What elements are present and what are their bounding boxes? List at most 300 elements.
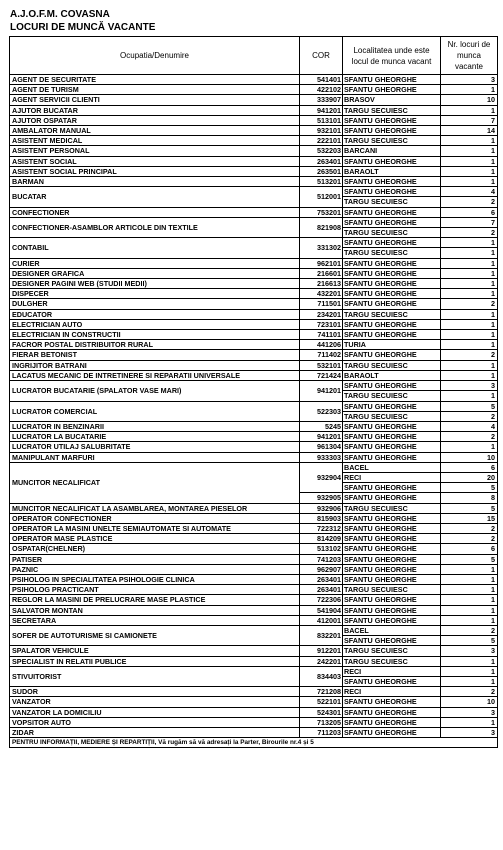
occupation-cell: STIVUITORIST	[10, 666, 300, 686]
vacancy-count-cell: 1	[441, 615, 498, 625]
location-cell: SFANTU GHEORGHE	[343, 289, 441, 299]
occupation-cell: SPALATOR VEHICULE	[10, 646, 300, 656]
occupation-cell: CONFECTIONER	[10, 207, 300, 217]
location-cell: SFANTU GHEORGHE	[343, 523, 441, 533]
table-row	[10, 136, 498, 146]
table-row	[10, 462, 498, 472]
vacancy-count-cell: 2	[441, 411, 498, 421]
table-row	[10, 279, 498, 289]
vacancy-count-cell: 20	[441, 472, 498, 482]
occupation-cell: SOFER DE AUTOTURISME SI CAMIONETE	[10, 625, 300, 645]
cor-code-cell: 522101	[300, 697, 343, 707]
cor-code-cell: 263401	[300, 574, 343, 584]
table-row	[10, 697, 498, 707]
table-row	[10, 370, 498, 380]
cor-code-cell: 263501	[300, 166, 343, 176]
footer-row	[10, 738, 498, 748]
cor-code-cell: 721424	[300, 370, 343, 380]
cor-code-cell: 216601	[300, 268, 343, 278]
table-row	[10, 207, 498, 217]
cor-code-cell: 932904	[300, 462, 343, 493]
cor-code-cell: 753201	[300, 207, 343, 217]
occupation-cell: OPERATOR CONFECTIONER	[10, 513, 300, 523]
vacancy-count-cell: 6	[441, 207, 498, 217]
vacancy-count-cell: 6	[441, 544, 498, 554]
vacancy-count-cell: 1	[441, 391, 498, 401]
cor-code-cell: 522303	[300, 401, 343, 421]
cor-code-cell: 932101	[300, 126, 343, 136]
vacancy-count-cell: 2	[441, 197, 498, 207]
occupation-cell: OPERATOR LA MASINI UNELTE SEMIAUTOMATE SI AUTOMATE	[10, 523, 300, 533]
cor-code-cell: 962101	[300, 258, 343, 268]
location-cell: SFANTU GHEORGHE	[343, 636, 441, 646]
vacancy-count-cell: 3	[441, 75, 498, 85]
table-row	[10, 717, 498, 727]
vacancy-count-cell: 1	[441, 370, 498, 380]
occupation-cell: VANZATOR LA DOMICILIU	[10, 707, 300, 717]
vacancy-count-cell: 1	[441, 595, 498, 605]
occupation-cell: ELECTRICIAN AUTO	[10, 319, 300, 329]
cor-code-cell: 932905	[300, 493, 343, 503]
vacancy-count-cell: 1	[441, 585, 498, 595]
vacancy-count-cell: 3	[441, 646, 498, 656]
table-row	[10, 503, 498, 513]
table-row	[10, 585, 498, 595]
vacancy-count-cell: 1	[441, 146, 498, 156]
occupation-cell: OSPATAR(CHELNER)	[10, 544, 300, 554]
location-cell: SFANTU GHEORGHE	[343, 513, 441, 523]
cor-code-cell: 713205	[300, 717, 343, 727]
location-cell: SFANTU GHEORGHE	[343, 85, 441, 95]
cor-code-cell: 234201	[300, 309, 343, 319]
occupation-cell: AGENT DE SECURITATE	[10, 75, 300, 85]
vacancy-count-cell: 1	[441, 136, 498, 146]
table-row	[10, 238, 498, 248]
cor-code-cell: 441206	[300, 340, 343, 350]
location-cell: SFANTU GHEORGHE	[343, 126, 441, 136]
vacancy-count-cell: 1	[441, 666, 498, 676]
vacancy-count-cell: 10	[441, 452, 498, 462]
vacancy-count-cell: 4	[441, 187, 498, 197]
location-cell: SFANTU GHEORGHE	[343, 432, 441, 442]
location-cell: TARGU SECUIESC	[343, 360, 441, 370]
location-cell: TARGU SECUIESC	[343, 391, 441, 401]
location-cell: SFANTU GHEORGHE	[343, 421, 441, 431]
location-cell: SFANTU GHEORGHE	[343, 279, 441, 289]
cor-code-cell: 814209	[300, 534, 343, 544]
vacancy-count-cell: 2	[441, 625, 498, 635]
table-row	[10, 105, 498, 115]
location-cell: TURIA	[343, 340, 441, 350]
location-cell: BARCANI	[343, 146, 441, 156]
cor-code-cell: 222101	[300, 136, 343, 146]
cor-code-cell: 524301	[300, 707, 343, 717]
table-row	[10, 187, 498, 197]
header-occupation: Ocupatia/Denumire	[10, 37, 300, 75]
location-cell: SFANTU GHEORGHE	[343, 717, 441, 727]
occupation-cell: DESIGNER GRAFICA	[10, 268, 300, 278]
cor-code-cell: 961304	[300, 442, 343, 452]
location-cell: TARGU SECUIESC	[343, 105, 441, 115]
cor-code-cell: 722306	[300, 595, 343, 605]
location-cell: BARAOLT	[343, 166, 441, 176]
occupation-cell: PAZNIC	[10, 564, 300, 574]
occupation-cell: AGENT SERVICII CLIENTI	[10, 95, 300, 105]
occupation-cell: OPERATOR MASE PLASTICE	[10, 534, 300, 544]
vacancy-count-cell: 3	[441, 728, 498, 738]
table-row	[10, 309, 498, 319]
table-row	[10, 95, 498, 105]
table-row	[10, 666, 498, 676]
table-row	[10, 615, 498, 625]
cor-code-cell: 532203	[300, 146, 343, 156]
cor-code-cell: 513102	[300, 544, 343, 554]
table-row	[10, 350, 498, 360]
vacancy-count-cell: 1	[441, 248, 498, 258]
cor-code-cell: 216613	[300, 279, 343, 289]
occupation-cell: EDUCATOR	[10, 309, 300, 319]
vacancy-count-cell: 1	[441, 279, 498, 289]
vacancy-count-cell: 5	[441, 483, 498, 493]
vacancy-count-cell: 3	[441, 707, 498, 717]
vacancy-count-cell: 1	[441, 258, 498, 268]
location-cell: SFANTU GHEORGHE	[343, 401, 441, 411]
vacancy-count-cell: 2	[441, 350, 498, 360]
cor-code-cell: 412001	[300, 615, 343, 625]
occupation-cell: LUCRATOR IN BENZINARII	[10, 421, 300, 431]
table-row	[10, 687, 498, 697]
vacancy-count-cell: 14	[441, 126, 498, 136]
occupation-cell: ASISTENT SOCIAL	[10, 156, 300, 166]
occupation-cell: VANZATOR	[10, 697, 300, 707]
vacancy-count-cell: 10	[441, 95, 498, 105]
occupation-cell: LACATUS MECANIC DE INTRETINERE SI REPARATII UNIVERSALE	[10, 370, 300, 380]
vacancy-count-cell: 1	[441, 268, 498, 278]
table-row	[10, 85, 498, 95]
table-row	[10, 554, 498, 564]
vacancy-count-cell: 5	[441, 554, 498, 564]
vacancy-count-cell: 1	[441, 717, 498, 727]
table-row	[10, 75, 498, 85]
cor-code-cell: 422102	[300, 85, 343, 95]
cor-code-cell: 933303	[300, 452, 343, 462]
occupation-cell: FIERAR BETONIST	[10, 350, 300, 360]
vacancy-count-cell: 2	[441, 432, 498, 442]
location-cell: SFANTU GHEORGHE	[343, 493, 441, 503]
occupation-cell: PSIHOLOG IN SPECIALITATEA PSIHOLOGIE CLINICA	[10, 574, 300, 584]
vacancy-count-cell: 1	[441, 360, 498, 370]
cor-code-cell: 541401	[300, 75, 343, 85]
vacancy-count-cell: 1	[441, 289, 498, 299]
occupation-cell: SECRETARA	[10, 615, 300, 625]
location-cell: SFANTU GHEORGHE	[343, 330, 441, 340]
location-cell: TARGU SECUIESC	[343, 309, 441, 319]
table-row	[10, 513, 498, 523]
table-row	[10, 340, 498, 350]
table-row	[10, 544, 498, 554]
cor-code-cell: 834403	[300, 666, 343, 686]
vacancy-count-cell: 2	[441, 228, 498, 238]
cor-code-cell: 821908	[300, 217, 343, 237]
footer-note: PENTRU INFORMAȚII, MEDIERE ȘI REPARTIȚII, Vă rugăm să vă adresați la Parter, Birourile nr.4 și 5	[10, 738, 498, 748]
location-cell: RECI	[343, 472, 441, 482]
occupation-cell: MUNCITOR NECALIFICAT LA ASAMBLAREA, MONTAREA PIESELOR	[10, 503, 300, 513]
table-row	[10, 625, 498, 635]
occupation-cell: LUCRATOR LA BUCATARIE	[10, 432, 300, 442]
occupation-cell: SPECIALIST IN RELATII PUBLICE	[10, 656, 300, 666]
table-row	[10, 156, 498, 166]
vacancy-count-cell: 5	[441, 503, 498, 513]
location-cell: SFANTU GHEORGHE	[343, 615, 441, 625]
table-body	[10, 75, 498, 738]
vacancy-count-cell: 5	[441, 401, 498, 411]
table-row	[10, 656, 498, 666]
location-cell: BARAOLT	[343, 370, 441, 380]
table-row	[10, 574, 498, 584]
location-cell: SFANTU GHEORGHE	[343, 177, 441, 187]
vacancy-count-cell: 3	[441, 381, 498, 391]
table-row	[10, 646, 498, 656]
location-cell: SFANTU GHEORGHE	[343, 381, 441, 391]
cor-code-cell: 912201	[300, 646, 343, 656]
occupation-cell: AGENT DE TURISM	[10, 85, 300, 95]
cor-code-cell: 263401	[300, 585, 343, 595]
table-row	[10, 217, 498, 227]
table-row	[10, 115, 498, 125]
table-row	[10, 166, 498, 176]
location-cell: SFANTU GHEORGHE	[343, 544, 441, 554]
cor-code-cell: 513201	[300, 177, 343, 187]
cor-code-cell: 541904	[300, 605, 343, 615]
location-cell: SFANTU GHEORGHE	[343, 564, 441, 574]
vacancy-count-cell: 1	[441, 319, 498, 329]
occupation-cell: DISPECER	[10, 289, 300, 299]
occupation-cell: INGRIJITOR BATRANI	[10, 360, 300, 370]
cor-code-cell: 721208	[300, 687, 343, 697]
location-cell: SFANTU GHEORGHE	[343, 207, 441, 217]
cor-code-cell: 711203	[300, 728, 343, 738]
cor-code-cell: 242201	[300, 656, 343, 666]
location-cell: SFANTU GHEORGHE	[343, 697, 441, 707]
occupation-cell: SALVATOR MONTAN	[10, 605, 300, 615]
location-cell: TARGU SECUIESC	[343, 228, 441, 238]
occupation-cell: BARMAN	[10, 177, 300, 187]
table-row	[10, 534, 498, 544]
location-cell: RECI	[343, 687, 441, 697]
occupation-cell: VOPSITOR AUTO	[10, 717, 300, 727]
location-cell: BACEL	[343, 462, 441, 472]
location-cell: SFANTU GHEORGHE	[343, 442, 441, 452]
cor-code-cell: 962907	[300, 564, 343, 574]
table-row	[10, 523, 498, 533]
vacancy-count-cell: 15	[441, 513, 498, 523]
occupation-cell: LUCRATOR BUCATARIE (SPALATOR VASE MARI)	[10, 381, 300, 401]
location-cell: SFANTU GHEORGHE	[343, 319, 441, 329]
cor-code-cell: 711402	[300, 350, 343, 360]
occupation-cell: CURIER	[10, 258, 300, 268]
location-cell: TARGU SECUIESC	[343, 585, 441, 595]
vacancies-table	[9, 36, 498, 748]
table-row	[10, 401, 498, 411]
header-row	[10, 37, 498, 75]
cor-code-cell: 263401	[300, 156, 343, 166]
occupation-cell: REGLOR LA MASINI DE PRELUCRARE MASE PLASTICE	[10, 595, 300, 605]
vacancy-count-cell: 2	[441, 299, 498, 309]
location-cell: SFANTU GHEORGHE	[343, 75, 441, 85]
location-cell: RECI	[343, 666, 441, 676]
vacancy-count-cell: 10	[441, 697, 498, 707]
cor-code-cell: 722312	[300, 523, 343, 533]
cor-code-cell: 815903	[300, 513, 343, 523]
occupation-cell: CONFECTIONER-ASAMBLOR ARTICOLE DIN TEXTILE	[10, 217, 300, 237]
location-cell: SFANTU GHEORGHE	[343, 217, 441, 227]
header-count: Nr. locuri de munca vacante	[441, 37, 498, 75]
location-cell: SFANTU GHEORGHE	[343, 707, 441, 717]
cor-code-cell: 723101	[300, 319, 343, 329]
occupation-cell: ZIDAR	[10, 728, 300, 738]
occupation-cell: ASISTENT PERSONAL	[10, 146, 300, 156]
vacancy-count-cell: 8	[441, 493, 498, 503]
location-cell: SFANTU GHEORGHE	[343, 595, 441, 605]
table-row	[10, 146, 498, 156]
location-cell: SFANTU GHEORGHE	[343, 728, 441, 738]
vacancy-count-cell: 1	[441, 564, 498, 574]
cor-code-cell: 711501	[300, 299, 343, 309]
cor-code-cell: 941201	[300, 432, 343, 442]
vacancy-count-cell: 4	[441, 421, 498, 431]
table-row	[10, 299, 498, 309]
location-cell: SFANTU GHEORGHE	[343, 605, 441, 615]
table-row	[10, 595, 498, 605]
location-cell: TARGU SECUIESC	[343, 136, 441, 146]
vacancy-count-cell: 1	[441, 309, 498, 319]
occupation-cell: PSIHOLOG PRACTICANT	[10, 585, 300, 595]
occupation-cell: AJUTOR BUCATAR	[10, 105, 300, 115]
vacancy-count-cell: 1	[441, 656, 498, 666]
table-row	[10, 289, 498, 299]
vacancy-count-cell: 1	[441, 166, 498, 176]
location-cell: BACEL	[343, 625, 441, 635]
document-title: LOCURI DE MUNCĂ VACANTE	[10, 22, 156, 33]
cor-code-cell: 741203	[300, 554, 343, 564]
occupation-cell: DULGHER	[10, 299, 300, 309]
occupation-cell: LUCRATOR UTILAJ SALUBRITATE	[10, 442, 300, 452]
cor-code-cell: 333907	[300, 95, 343, 105]
location-cell: SFANTU GHEORGHE	[343, 676, 441, 686]
occupation-cell: LUCRATOR COMERCIAL	[10, 401, 300, 421]
location-cell: SFANTU GHEORGHE	[343, 299, 441, 309]
occupation-cell: DESIGNER PAGINI WEB (STUDII MEDII)	[10, 279, 300, 289]
location-cell: SFANTU GHEORGHE	[343, 574, 441, 584]
vacancy-count-cell: 1	[441, 574, 498, 584]
table-row	[10, 177, 498, 187]
occupation-cell: MANIPULANT MARFURI	[10, 452, 300, 462]
location-cell: SFANTU GHEORGHE	[343, 238, 441, 248]
cor-code-cell: 432201	[300, 289, 343, 299]
location-cell: SFANTU GHEORGHE	[343, 156, 441, 166]
cor-code-cell: 832201	[300, 625, 343, 645]
occupation-cell: AMBALATOR MANUAL	[10, 126, 300, 136]
vacancy-count-cell: 2	[441, 534, 498, 544]
table-row	[10, 605, 498, 615]
table-row	[10, 421, 498, 431]
cor-code-cell: 932906	[300, 503, 343, 513]
cor-code-cell: 513101	[300, 115, 343, 125]
table-row	[10, 564, 498, 574]
occupation-cell: ELECTRICIAN IN CONSTRUCTII	[10, 330, 300, 340]
location-cell: SFANTU GHEORGHE	[343, 350, 441, 360]
occupation-cell: MUNCITOR NECALIFICAT	[10, 462, 300, 503]
location-cell: SFANTU GHEORGHE	[343, 534, 441, 544]
occupation-cell: SUDOR	[10, 687, 300, 697]
table-row	[10, 126, 498, 136]
vacancy-count-cell: 1	[441, 442, 498, 452]
location-cell: TARGU SECUIESC	[343, 503, 441, 513]
location-cell: SFANTU GHEORGHE	[343, 268, 441, 278]
location-cell: SFANTU GHEORGHE	[343, 258, 441, 268]
table-row	[10, 381, 498, 391]
header-cor: COR	[300, 37, 343, 75]
table-row	[10, 360, 498, 370]
location-cell: TARGU SECUIESC	[343, 646, 441, 656]
vacancy-count-cell: 6	[441, 462, 498, 472]
cor-code-cell: 741101	[300, 330, 343, 340]
agency-title: A.J.O.F.M. COVASNA	[10, 9, 110, 20]
location-cell: SFANTU GHEORGHE	[343, 483, 441, 493]
table-row	[10, 728, 498, 738]
vacancy-count-cell: 1	[441, 105, 498, 115]
cor-code-cell: 331302	[300, 238, 343, 258]
cor-code-cell: 532101	[300, 360, 343, 370]
table-row	[10, 442, 498, 452]
occupation-cell: FACROR POSTAL DISTRIBUITOR RURAL	[10, 340, 300, 350]
table-row	[10, 330, 498, 340]
vacancy-count-cell: 2	[441, 523, 498, 533]
table-row	[10, 258, 498, 268]
occupation-cell: BUCATAR	[10, 187, 300, 207]
vacancy-count-cell: 1	[441, 177, 498, 187]
vacancy-count-cell: 1	[441, 330, 498, 340]
vacancy-count-cell: 7	[441, 115, 498, 125]
vacancy-count-cell: 2	[441, 687, 498, 697]
location-cell: TARGU SECUIESC	[343, 248, 441, 258]
vacancy-count-cell: 1	[441, 156, 498, 166]
vacancy-count-cell: 5	[441, 636, 498, 646]
table-row	[10, 707, 498, 717]
header-location: Localitatea unde este locul de munca vacant	[343, 37, 441, 75]
table-row	[10, 268, 498, 278]
cor-code-cell: 512001	[300, 187, 343, 207]
location-cell: SFANTU GHEORGHE	[343, 452, 441, 462]
vacancy-count-cell: 1	[441, 340, 498, 350]
location-cell: SFANTU GHEORGHE	[343, 554, 441, 564]
occupation-cell: PATISER	[10, 554, 300, 564]
vacancy-count-cell: 7	[441, 217, 498, 227]
vacancy-count-cell: 1	[441, 676, 498, 686]
occupation-cell: ASISTENT SOCIAL PRINCIPAL	[10, 166, 300, 176]
vacancy-count-cell: 1	[441, 605, 498, 615]
occupation-cell: AJUTOR OSPATAR	[10, 115, 300, 125]
location-cell: TARGU SECUIESC	[343, 197, 441, 207]
cor-code-cell: 5245	[300, 421, 343, 431]
occupation-cell: ASISTENT MEDICAL	[10, 136, 300, 146]
table-row	[10, 432, 498, 442]
table-row	[10, 452, 498, 462]
cor-code-cell: 941201	[300, 381, 343, 401]
location-cell: TARGU SECUIESC	[343, 656, 441, 666]
location-cell: TARGU SECUIESC	[343, 411, 441, 421]
location-cell: SFANTU GHEORGHE	[343, 187, 441, 197]
